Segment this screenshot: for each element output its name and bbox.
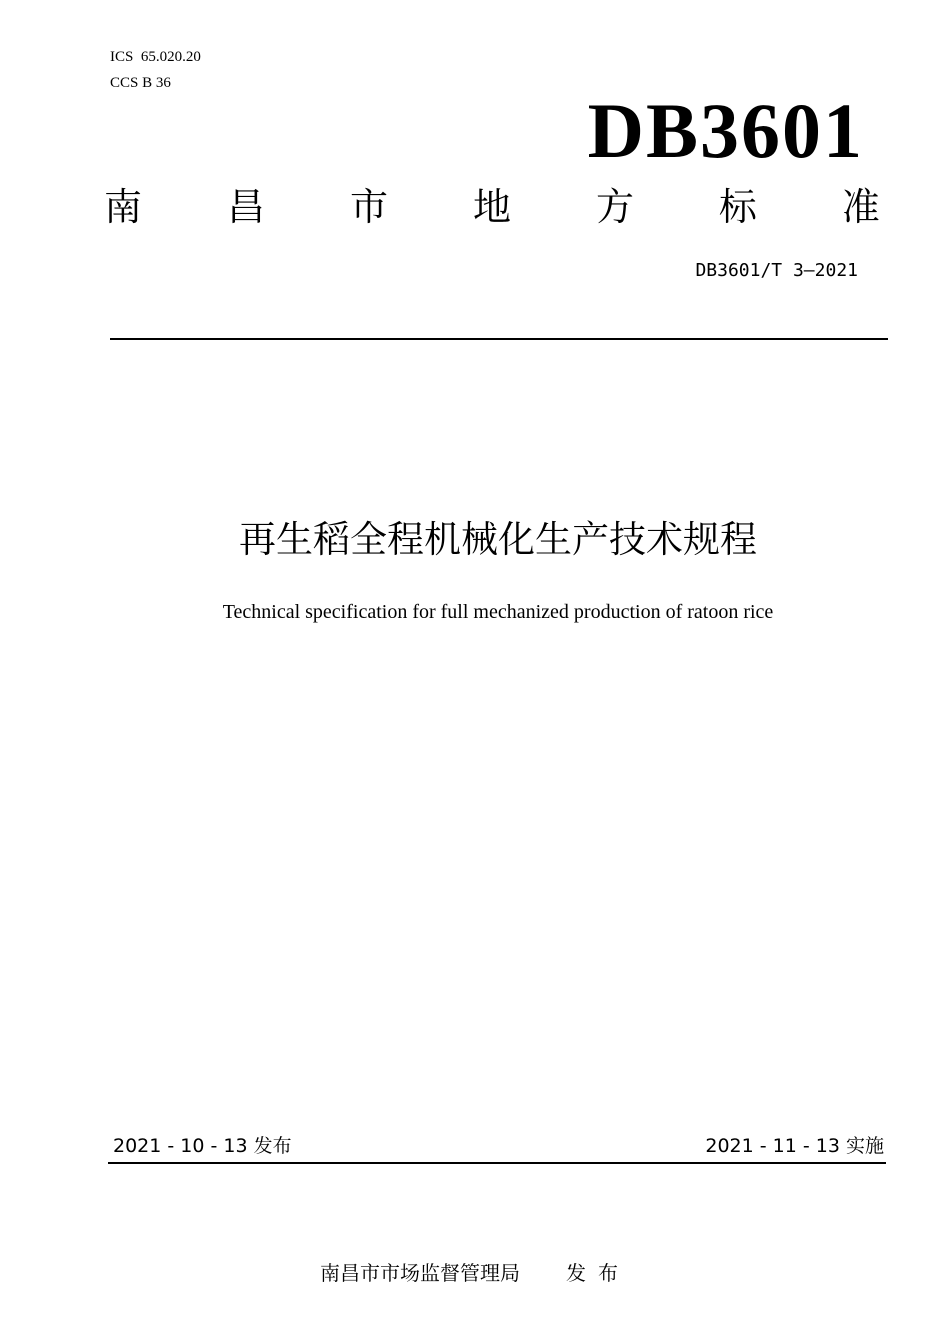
document-title-chinese: 再生稻全程机械化生产技术规程	[239, 518, 757, 561]
standard-code: DB3601/T 3—2021	[695, 260, 858, 281]
issuer-line	[320, 1260, 630, 1286]
standard-type-char: 方	[595, 185, 634, 229]
ccs-code: CCS B 36	[110, 75, 171, 91]
footer-divider	[108, 1162, 886, 1164]
standard-type-char: 地	[472, 185, 511, 229]
implementation-date: 2021 - 11 - 13 实施	[705, 1135, 884, 1157]
standard-type-char: 准	[841, 185, 880, 229]
standard-type-char: 市	[349, 185, 388, 229]
standard-type-char: 标	[718, 185, 757, 229]
standard-logo: DB3601	[587, 87, 864, 174]
issuer-name: 南昌市市场监督管理局	[320, 1261, 520, 1285]
standard-type-char: 南	[104, 185, 143, 229]
header-divider	[110, 338, 888, 340]
standard-type-char: 昌	[226, 185, 265, 229]
ics-code: ICS 65.020.20	[110, 49, 201, 65]
issue-date: 2021 - 10 - 13 发布	[113, 1135, 292, 1157]
document-title-english: Technical specification for full mechanized production of ratoon rice	[222, 601, 774, 623]
issuer-action: 发布	[566, 1261, 630, 1285]
standard-type-heading	[104, 184, 880, 230]
